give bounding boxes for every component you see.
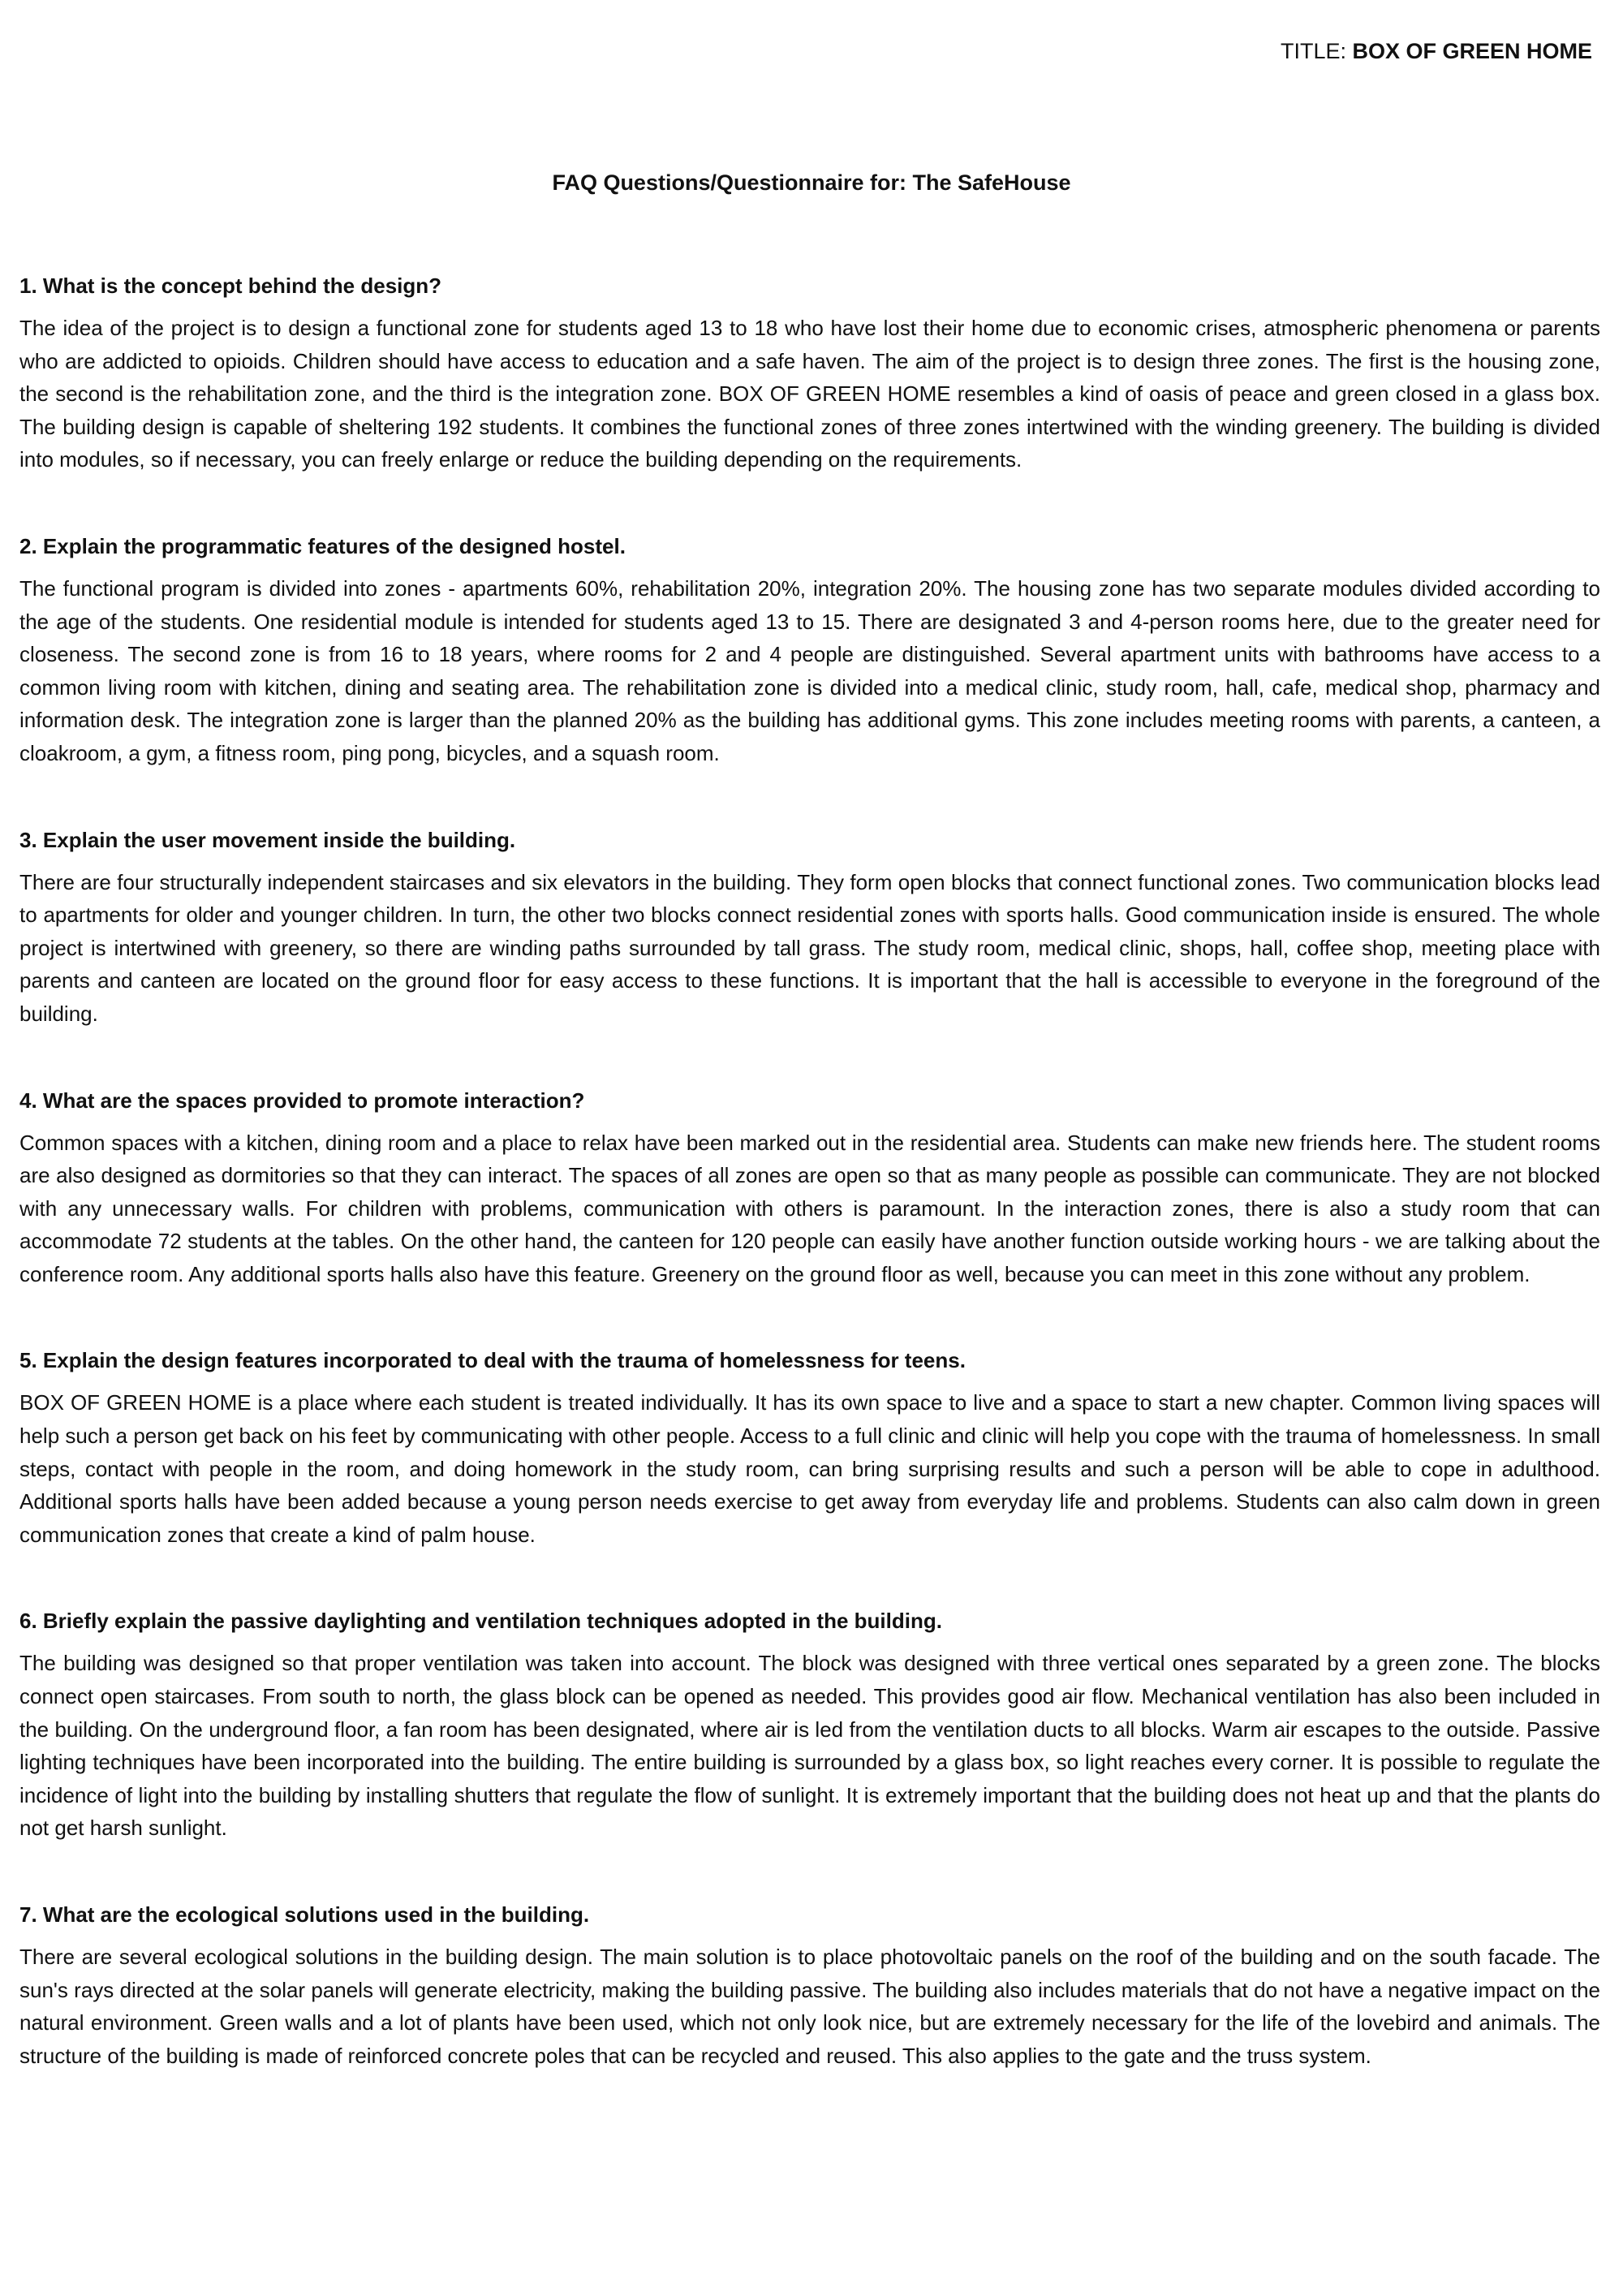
faq-item-2 <box>19 530 1600 770</box>
title-label: TITLE: <box>1280 39 1353 63</box>
question-1: 1. What is the concept behind the design? <box>19 274 442 298</box>
answer-6: The building was designed so that proper ventilation was taken into account. The block was designed with three vertical ones separated by a green zone. The blocks connect open staircases. From south to north, the glass block can be opened as needed. This provides good air flow. Mechanical ventilation has also been included in the building. On the underground floor, a fan room has been designated, where air is led from the ventilation ducts to all blocks. Warm air escapes to the outside. Passive lighting techniques have been incorporated into the building. The entire building is surrounded by a glass box, so light reaches every corner. It is possible to regulate the incidence of light into the building by installing shutters that regulate the flow of sunlight. It is extremely important that the building does not heat up and that the plants do not get harsh sunlight. <box>19 1651 1600 1841</box>
faq-item-6 <box>19 1605 1600 1845</box>
faq-list <box>19 269 1600 2126</box>
answer-3: There are four structurally independent staircases and six elevators in the building. They form open blocks that connect functional zones. Two communication blocks lead to apartments for older and younger children. In turn, the other two blocks connect residential zones with sports halls. Good communication inside is ensured. The whole project is intertwined with greenery, so there are winding paths surrounded by tall grass. The study room, medical clinic, shops, hall, coffee shop, meeting place with parents and canteen are located on the ground floor for easy access to these functions. It is important that the hall is accessible to everyone in the foreground of the building. <box>19 869 1600 1026</box>
question-3: 3. Explain the user movement inside the building. <box>19 827 516 852</box>
question-7: 7. What are the ecological solutions used in the building. <box>19 1902 590 1927</box>
answer-1: The idea of the project is to design a functional zone for students aged 13 to 18 who have lost their home due to economic crises, atmospheric phenomena or parents who are addicted to opioids. Children should have access to education and a safe haven. The aim of the project is to design three zones. The first is the housing zone, the second is the rehabilitation zone, and the third is the integration zone. BOX OF GREEN HOME resembles a kind of oasis of peace and green closed in a glass box. The building design is capable of sheltering 192 students. It combines the functional zones of three zones intertwined with the winding greenery. The building is divided into modules, so if necessary, you can freely enlarge or reduce the building depending on the requirements. <box>19 316 1600 472</box>
faq-item-3 <box>19 824 1600 1031</box>
question-2: 2. Explain the programmatic features of the designed hostel. <box>19 533 626 558</box>
answer-5: BOX OF GREEN HOME is a place where each student is treated individually. It has its own space to live and a space to start a new chapter. Common living spaces will help such a person get back on his feet by communicating with other people. Access to a full clinic and clinic will help you cope with the trauma of homelessness. In small steps, contact with people in the room, and doing homework in the study room, can bring surprising results and such a person will be able to cope in adulthood. Additional sports halls have been added because a young person needs exercise to get away from everyday life and problems. Students can also calm down in green communication zones that create a kind of palm house. <box>19 1390 1600 1547</box>
answer-4: Common spaces with a kitchen, dining room and a place to relax have been marked out in the residential area. Students can make new friends here. The student rooms are also designed as dormitories so that they can interact. The spaces of all zones are open so that as many people as possible can communicate. They are not blocked with any unnecessary walls. For children with problems, communication with others is paramount. In the interaction zones, there is also a study room that can accommodate 72 students at the tables. On the other hand, the canteen for 120 people can easily have another function outside working hours - we are talking about the conference room. Any additional sports halls also have this feature. Greenery on the ground floor as well, because you can meet in this zone without any problem. <box>19 1130 1600 1286</box>
question-6: 6. Briefly explain the passive daylighting and ventilation techniques adopted in the building. <box>19 1609 942 1634</box>
faq-item-7 <box>19 1898 1600 2072</box>
faq-item-1 <box>19 269 1600 476</box>
title-value: BOX OF GREEN HOME <box>1352 39 1592 63</box>
document-title <box>1281 39 1592 64</box>
question-5: 5. Explain the design features incorporated to deal with the trauma of homelessness for teens. <box>19 1348 966 1373</box>
faq-item-4 <box>19 1084 1600 1291</box>
page-heading: FAQ Questions/Questionnaire for: The SafeHouse <box>552 170 1071 195</box>
faq-item-5 <box>19 1344 1600 1551</box>
answer-2: The functional program is divided into zones - apartments 60%, rehabilitation 20%, integration 20%. The housing zone has two separate modules divided according to the age of the students. One residential module is intended for students aged 13 to 15. There are designated 3 and 4-person rooms here, due to the greater need for closeness. The second zone is from 16 to 18 years, where rooms for 2 and 4 people are distinguished. Several apartment units with bathrooms have access to a common living room with kitchen, dining and seating area. The rehabilitation zone is divided into a medical clinic, study room, hall, cafe, medical shop, pharmacy and information desk. The integration zone is larger than the planned 20% as the building has additional gyms. This zone includes meeting rooms with parents, a canteen, a cloakroom, a gym, a fitness room, ping pong, bicycles, and a squash room. <box>19 575 1600 765</box>
question-4: 4. What are the spaces provided to promote interaction? <box>19 1088 585 1113</box>
answer-7: There are several ecological solutions in the building design. The main solution is to place photovoltaic panels on the roof of the building and on the south facade. The sun's rays directed at the solar panels will generate electricity, making the building passive. The building also includes materials that do not have a negative impact on the natural environment. Green walls and a lot of plants have been used, which not only look nice, but are extremely necessary for the life of the lovebird and animals. The structure of the building is made of reinforced concrete poles that can be recycled and reused. This also applies to the gate and the truss system. <box>19 1945 1600 2068</box>
